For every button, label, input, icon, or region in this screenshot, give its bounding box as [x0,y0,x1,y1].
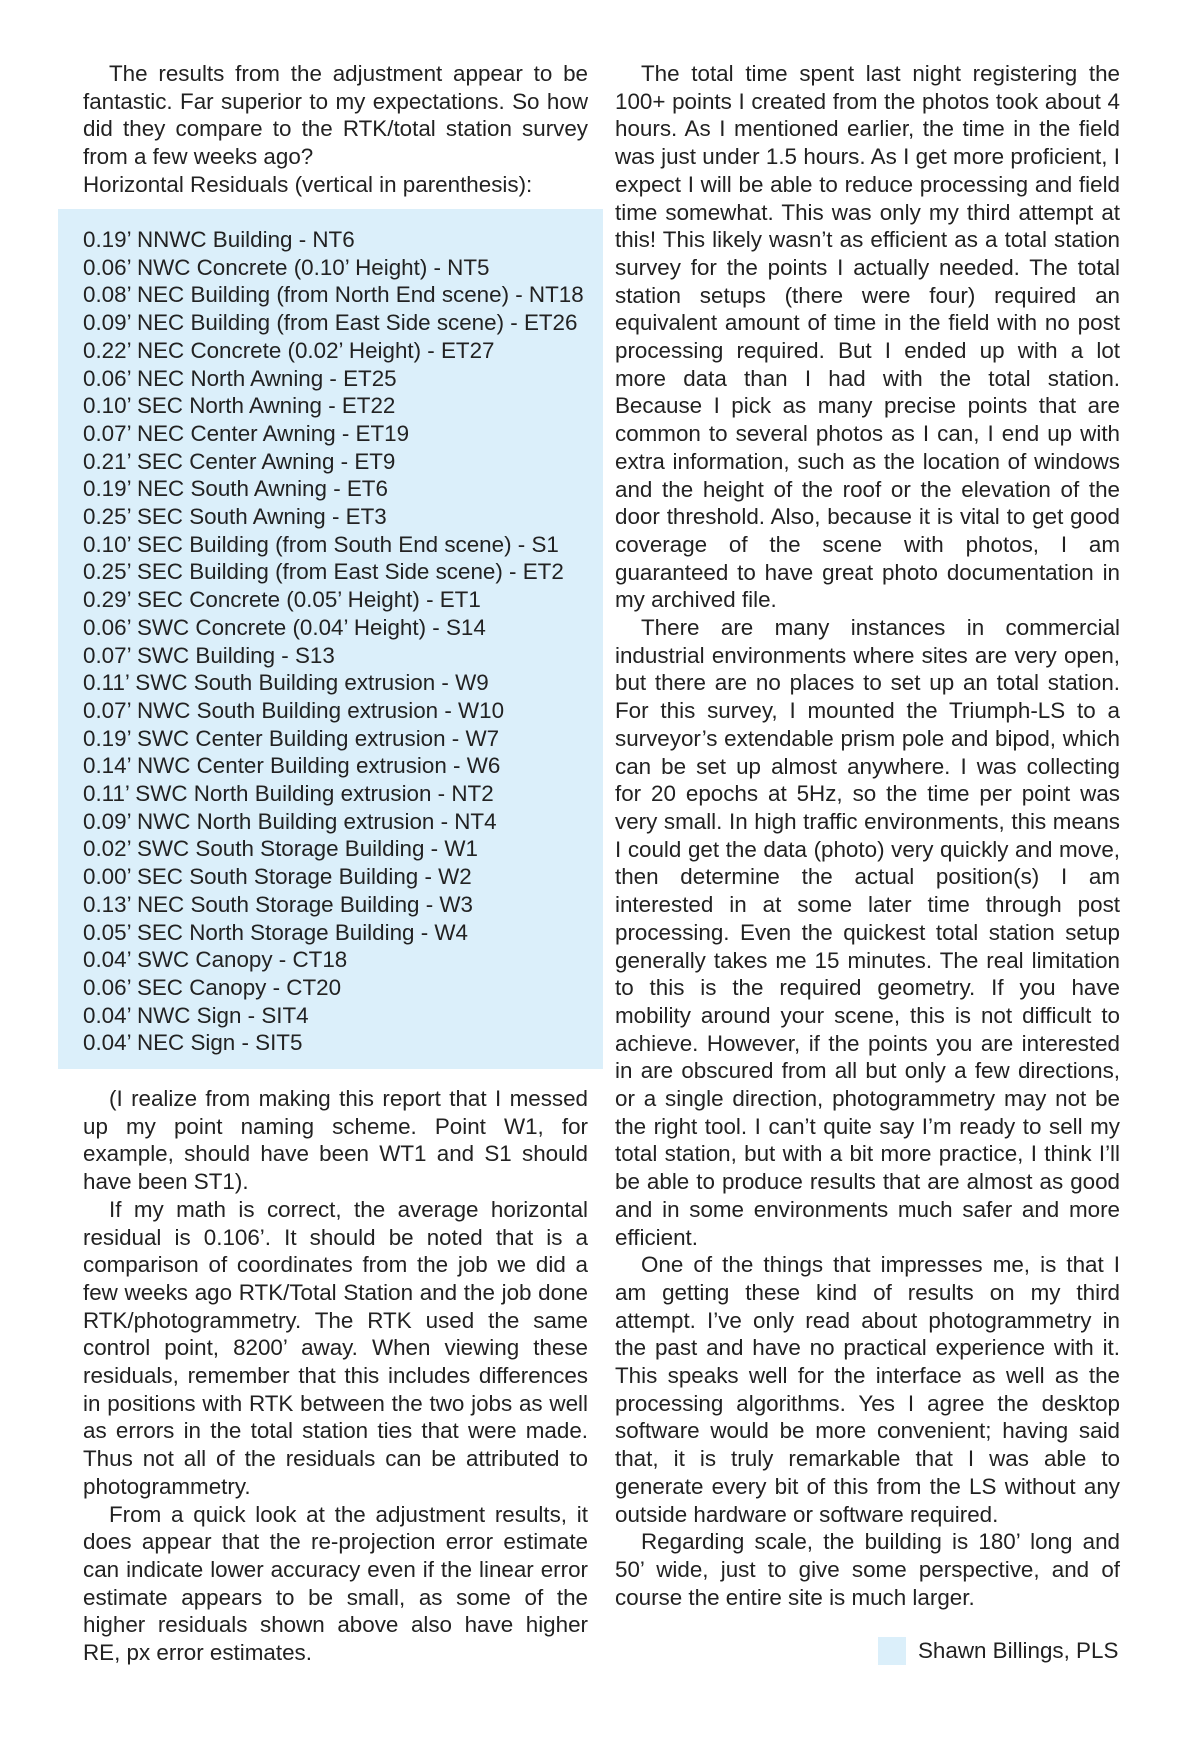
residual-item: 0.22’ NEC Concrete (0.02’ Height) - ET27 [83,337,495,363]
intro-paragraph: The results from the adjustment appear to be fantastic. Far superior to my expectations. So how did they compare to the RTK/total station survey from a few weeks ago? [83,61,588,170]
residual-item: 0.08’ NEC Building (from North End scene) - NT18 [83,282,584,308]
author-name: Shawn Billings, PLS [918,1638,1119,1664]
residual-item: 0.14’ NWC Center Building extrusion - W6 [83,753,501,779]
residual-item: 0.06’ SEC Canopy - CT20 [83,974,342,1000]
residual-item: 0.06’ NWC Concrete (0.10’ Height) - NT5 [83,254,490,280]
residual-item: 0.25’ SEC Building (from East Side scene) - ET2 [83,559,564,585]
residual-item: 0.09’ NEC Building (from East Side scene) - ET26 [83,310,578,336]
residual-item: 0.21’ SEC Center Awning - ET9 [83,448,396,474]
residual-item: 0.10’ SEC North Awning - ET22 [83,393,396,419]
residual-item: 0.19’ SWC Center Building extrusion - W7 [83,725,500,751]
left-column-intro [83,60,588,199]
residual-item: 0.19’ NEC South Awning - ET6 [83,476,388,502]
average-residual-paragraph: If my math is correct, the average horizontal residual is 0.106’. It should be noted that is a comparison of coordinates from the job we did a few weeks ago RTK/Total Station and the job done RTK/photogrammetry. The RTK used the same control point, 8200’ away. When viewing these residuals, remember that this includes differences in positions with RTK between the two jobs as well as errors in the total station ties that were made. Thus not all of the residuals can be attributed to photogrammetry. [83,1196,588,1499]
signature-color-swatch [878,1637,906,1665]
residual-item: 0.04’ NEC Sign - SIT5 [83,1030,303,1056]
residual-item: 0.13’ NEC South Storage Building - W3 [83,891,473,917]
impressions-paragraph: One of the things that impresses me, is that I am getting these kind of results on my third attempt. I’ve only read about photogrammetry in the past and have no practical experience with it. This speaks well for the interface as well as the processing algorithms. Yes I agree the desktop software would be more convenient; having said that, it is truly remarkable that I was able to generate every bit of this from the LS without any outside hardware or software required. [615,1252,1120,1527]
industrial-environments-paragraph: There are many instances in commercial industrial environments where sites are very open, but there are no places to set up an total station. For this survey, I mounted the Triumph-LS to a surveyor’s extendable prism pole and bipod, which can be set up almost anywhere. I was collecting for 20 epochs at 5Hz, so the time per point was very small. In high traffic environments, this means I could get the data (photo) very quickly and move, then determine the actual position(s) I am interested in at some later time through post processing. Even the quickest total station setup generally takes me 15 minutes. The real limitation to this is the required geometry. If you have mobility around your scene, this is not difficult to achieve. However, if the points you are interested in are obscured from all but only a few directions, or a single direction, photogrammetry may not be the right tool. I can’t quite say I’m ready to sell my total station, but with a bit more practice, I think I’ll be able to produce results that are almost as good and in some environments much safer and more efficient. [615,615,1120,1250]
residual-item: 0.07’ NEC Center Awning - ET19 [83,420,410,446]
residual-item: 0.02’ SWC South Storage Building - W1 [83,836,478,862]
residual-item: 0.19’ NNWC Building - NT6 [83,227,355,252]
residual-item: 0.06’ SWC Concrete (0.04’ Height) - S14 [83,614,486,640]
residual-item: 0.11’ SWC South Building extrusion - W9 [83,670,489,696]
residual-item: 0.07’ NWC South Building extrusion - W10 [83,697,505,723]
author-signature [878,1637,1118,1665]
residual-item: 0.11’ SWC North Building extrusion - NT2 [83,781,494,807]
reprojection-paragraph: From a quick look at the adjustment results, it does appear that the re-projection error estimate can indicate lower accuracy even if the linear error estimate appears to be small, as some of the higher residuals shown above also have higher RE, px error estimates. [83,1501,588,1666]
residual-item: 0.07’ SWC Building - S13 [83,642,335,668]
naming-note-paragraph: (I realize from making this report that I messed up my point naming scheme. Point W1, for example, should have been WT1 and S1 should have been ST1). [83,1086,588,1195]
residuals-heading: Horizontal Residuals (vertical in parenthesis): [83,171,533,197]
residual-item: 0.25’ SEC South Awning - ET3 [83,504,387,530]
residual-item: 0.29’ SEC Concrete (0.05’ Height) - ET1 [83,587,481,613]
residual-item: 0.04’ SWC Canopy - CT18 [83,947,348,973]
residual-item: 0.06’ NEC North Awning - ET25 [83,365,397,391]
residuals-list [83,226,603,1057]
left-column-lower [83,1085,588,1667]
residual-item: 0.10’ SEC Building (from South End scene) - S1 [83,531,559,557]
right-column [615,60,1120,1611]
residual-item: 0.04’ NWC Sign - SIT4 [83,1002,309,1028]
residual-item: 0.09’ NWC North Building extrusion - NT4 [83,808,497,834]
residual-item: 0.00’ SEC South Storage Building - W2 [83,864,472,890]
scale-paragraph: Regarding scale, the building is 180’ long and 50’ wide, just to give some perspective, and of course the entire site is much larger. [615,1529,1120,1610]
time-spent-paragraph: The total time spent last night registering the 100+ points I created from the photos took about 4 hours. As I mentioned earlier, the time in the field was just under 1.5 hours. As I get more proficient, I expect I will be able to reduce processing and field time somewhat. This was only my third attempt at this! This likely wasn’t as efficient as a total station survey for the points I actually needed. The total station setups (there were four) required an equivalent amount of time in the field with no post processing required. But I ended up with a lot more data than I had with the total station. Because I pick as many precise points that are common to several photos as I can, I end up with extra information, such as the location of windows and the height of the roof or the elevation of the door threshold. Also, because it is vital to get good coverage of the scene with photos, I am guaranteed to have great photo documentation in my archived file. [615,61,1120,613]
residual-item: 0.05’ SEC North Storage Building - W4 [83,919,468,945]
